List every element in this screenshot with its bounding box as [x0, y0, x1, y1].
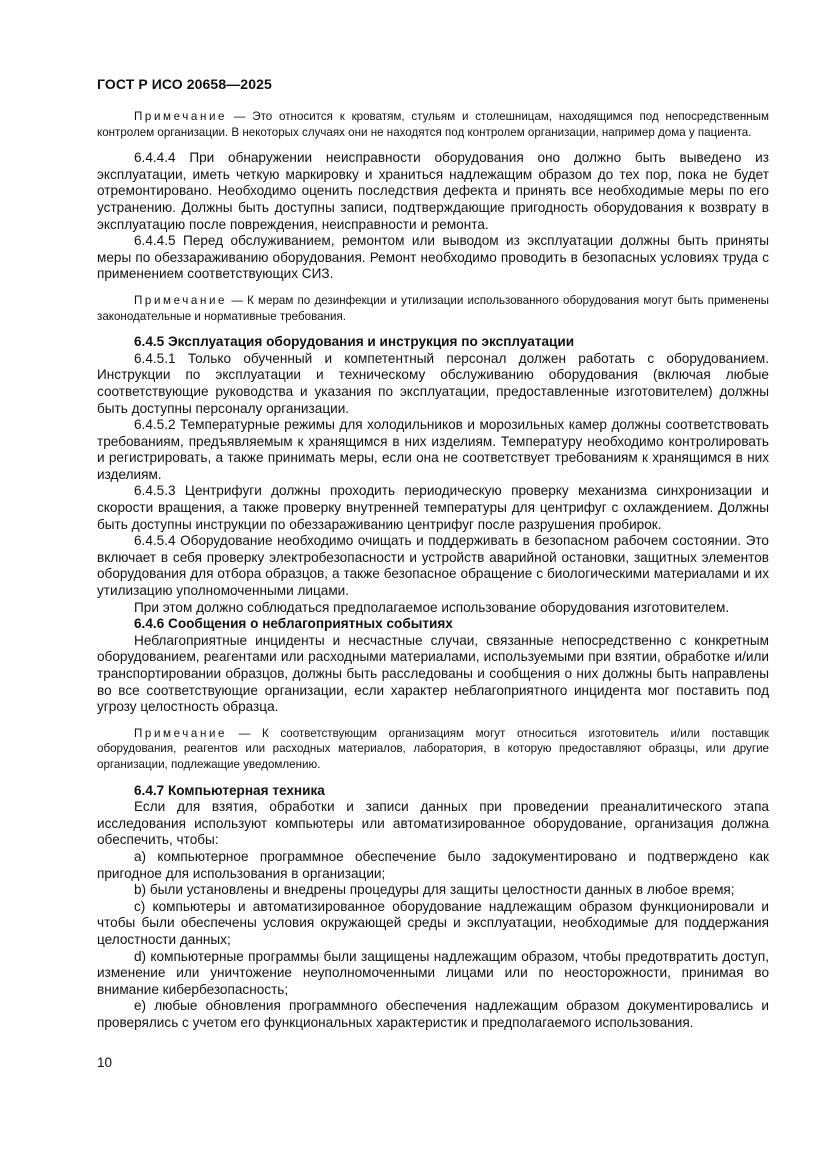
- clause-6-4-5-1: 6.4.5.1 Только обученный и компетентный персонал должен работать с оборудованием. Инструкции по эксплуатации и техническому обслуживанию оборудования (включая любые соответствующие руководства и указания по эксплуатации, предоставленные изготовителем) должны быть доступны персоналу организации.: [97, 350, 769, 416]
- note-label: Примечание: [134, 293, 228, 307]
- clause-6-4-5-3: 6.4.5.3 Центрифуги должны проходить периодическую проверку механизма синхронизации и скорости вращения, а также проверку внутренней температуры для центрифуг с охлаждением. Должны быть доступны инструкции по обеззараживанию центрифуг после разрушения пробирок.: [97, 483, 769, 532]
- clause-6-4-5-2: 6.4.5.2 Температурные режимы для холодильников и морозильных камер должны соответствовать требованиям, предъявляемым к хранящимся в них изделиям. Температуру необходимо контролировать и регистрировать, а также принимать меры, если она не соответствует требованиям к хранящимся в них изделиям.: [97, 417, 769, 482]
- clause-6-4-4-4: 6.4.4.4 При обнаружении неисправности оборудования оно должно быть выведено из эксплуатации, иметь четкую маркировку и храниться надлежащим образом до тех пор, пока не будет отремонтировано. Необходимо оценить последствия дефекта и принять все необходимые меры по его устранению. Должны быть доступны записи, подтверждающие пригодность оборудования к возврату в эксплуатацию после повреждения, неисправности и ремонта.: [97, 150, 769, 232]
- note-furniture: [97, 109, 769, 140]
- page-number: 10: [97, 1055, 113, 1070]
- note-text: — Это относится к кроватям, стульям и столешницам, находящимся под непосредственным контролем организации. В некоторых случаях они не находятся под контролем организации, например дома у пациента.: [97, 110, 769, 139]
- clause-6-4-6: Неблагоприятные инциденты и несчастные случаи, связанные непосредственно с конкретным оборудованием, реагентами или расходными материалами, используемыми при взятии, обработке и/или транспортировании образцов, должны быть расследованы и сообщения о них должны быть направлены во все соответствующие организации, если характер неблагоприятного инцидента мог поставить под угрозу целостность образца.: [97, 632, 769, 715]
- note-label: Примечание: [134, 726, 228, 740]
- note-text: — К мерам по дезинфекции и утилизации использованного оборудования могут быть применены законодательные и нормативные требования.: [97, 293, 769, 323]
- note-label: Примечание: [134, 110, 228, 123]
- list-item-c: c) компьютеры и автоматизированное оборудование надлежащим образом функционировали и чтобы были обеспечены условия окружающей среды и эксплуатации, необходимые для поддержания целостности данных;: [97, 898, 769, 947]
- list-item-b: b) были установлены и внедрены процедуры для защиты целостности данных в любое время;: [134, 882, 735, 898]
- note-disinfection: [97, 293, 769, 324]
- list-item-a: a) компьютерное программное обеспечение было задокументировано и подтверждено как пригодное для использования в организации;: [97, 848, 769, 881]
- clause-6-4-5-4-continuation: При этом должно соблюдаться предполагаемое использование оборудования изготовителем.: [134, 599, 730, 615]
- clause-6-4-7: Если для взятия, обработки и записи данных при проведении преаналитического этапа исследования используют компьютеры или автоматизированное оборудование, организация должна обеспечить, чтобы:: [97, 799, 769, 848]
- standard-header: ГОСТ Р ИСО 20658—2025: [97, 76, 272, 92]
- heading-6-4-6: 6.4.6 Сообщения о неблагоприятных событиях: [134, 616, 453, 632]
- list-item-e: e) любые обновления программного обеспечения надлежащим образом документировались и проверялись с учетом его функциональных характеристик и предполагаемого использования.: [97, 998, 769, 1030]
- clause-6-4-4-5: 6.4.4.5 Перед обслуживанием, ремонтом или выводом из эксплуатации должны быть приняты меры по обеззараживанию оборудования. Ремонт необходимо проводить в безопасных условиях труда с применением соответствующих СИЗ.: [97, 233, 769, 282]
- clause-6-4-5-4: 6.4.5.4 Оборудование необходимо очищать и поддерживать в безопасном рабочем состоянии. Это включает в себя проверку электробезопасности и устройств аварийной остановки, защитных элементов оборудования для отбора образцов, а также безопасное обращение с биологическими материалами и их утилизацию уполномоченными лицами.: [97, 533, 769, 599]
- list-item-d: d) компьютерные программы были защищены надлежащим образом, чтобы предотвратить доступ, изменение или уничтожение неуполномоченными лицами или по неосторожности, принимая во внимание кибербезопасность;: [97, 948, 769, 997]
- heading-6-4-7: 6.4.7 Компьютерная техника: [134, 782, 325, 798]
- note-text: — К соответствующим организациям могут относиться изготовитель и/или поставщик оборудования, реагентов или расходных материалов, лаборатория, в которую предоставляют образцы, или другие организации, подлежащие уведомлению.: [97, 726, 769, 771]
- heading-6-4-5: 6.4.5 Эксплуатация оборудования и инструкция по эксплуатации: [134, 334, 575, 350]
- page-body: [97, 109, 769, 1031]
- note-organizations: [97, 726, 769, 773]
